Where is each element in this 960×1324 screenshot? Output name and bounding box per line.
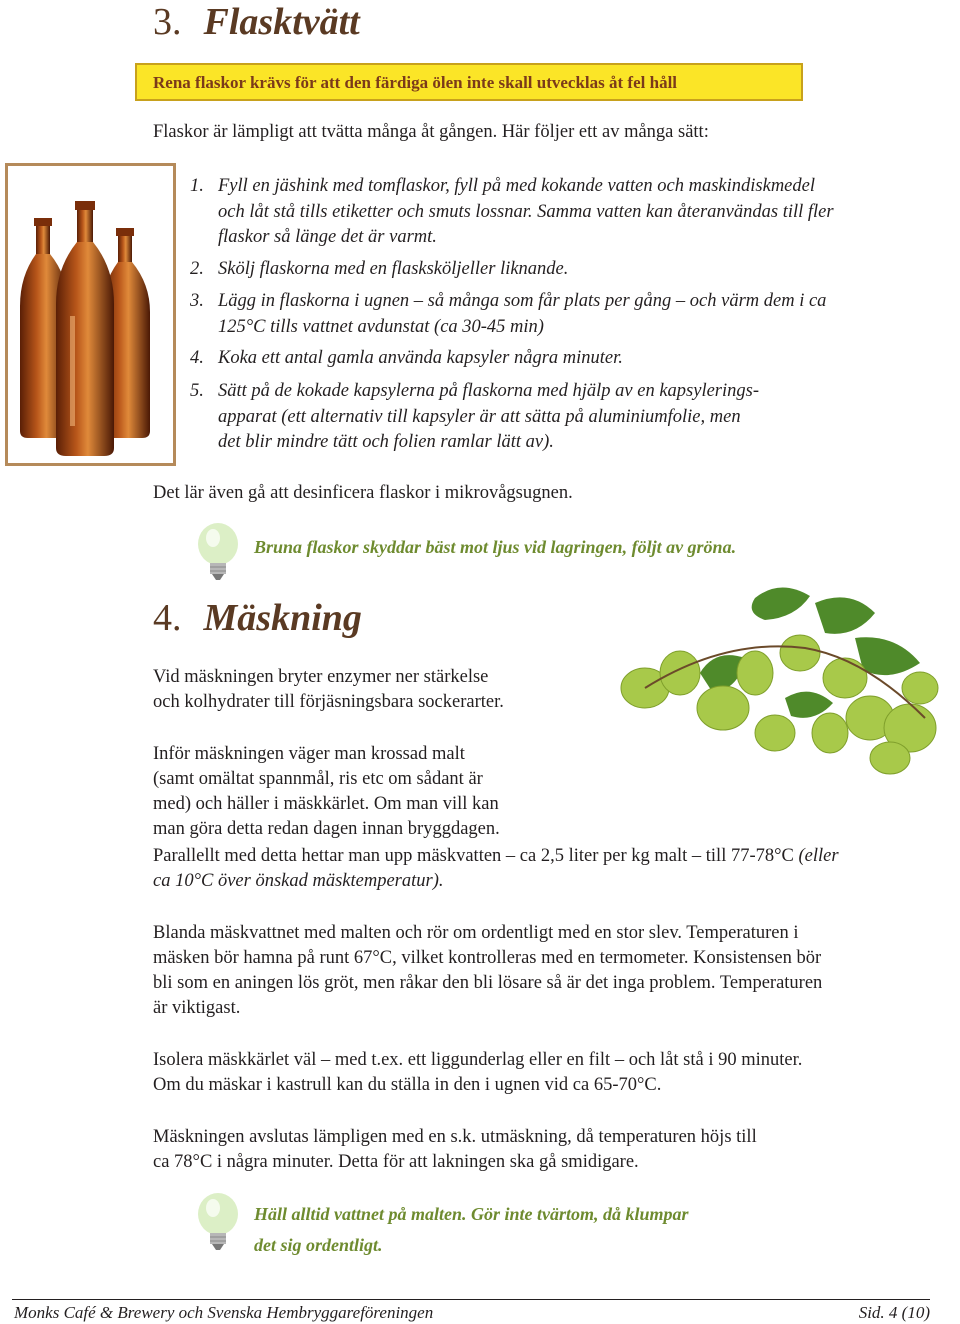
footer-divider [12, 1299, 930, 1300]
text-line: Vid mäskningen bryter enzymer ner stärkelse [153, 667, 489, 687]
page-number: Sid. 4 (10) [858, 1303, 930, 1322]
text-line: och kolhydrater till förjäsningsbara sockerarter. [153, 692, 504, 712]
text-line: Mäskningen avslutas lämpligen med en s.k. utmäskning, då temperaturen höjs till [153, 1127, 757, 1147]
paragraph-4 [153, 1048, 928, 1098]
highlight-text: Rena flaskor krävs för att den färdiga ölen inte skall utvecklas åt fel håll [153, 73, 678, 92]
step-line: Lägg in flaskorna i ugnen – så många som får plats per gång – och värm dem i ca [218, 291, 827, 311]
text-segment: Parallellt med detta hettar man upp mäskvatten – ca 2,5 liter per kg malt – till 77-78°C [153, 846, 799, 866]
tip-text [254, 1199, 689, 1261]
section-number: 3. [153, 1, 182, 43]
text-line: man göra detta redan dagen innan bryggdagen. [153, 819, 500, 839]
text-line-italic: ca 10°C över önskad mäsktemperatur). [153, 871, 444, 891]
lightbulb-icon [193, 1190, 243, 1254]
text-line: med) och häller i mäskkärlet. Om man vill kan [153, 794, 499, 814]
step-line: det blir mindre tätt och folien ramlar lätt av). [218, 432, 554, 452]
section-3-heading [153, 0, 360, 44]
paragraph-2 [153, 742, 555, 842]
lightbulb-icon [193, 520, 243, 584]
text-line: är viktigast. [153, 998, 241, 1018]
highlight-box [135, 63, 803, 101]
section-number: 4. [153, 597, 182, 639]
text-line: Blanda mäskvattnet med malten och rör om ordentligt med en stor slev. Temperaturen i [153, 923, 799, 943]
hops-image [605, 578, 950, 788]
text-line: (samt omältat spannmål, ris etc om sådant är [153, 769, 483, 789]
step-number: 1. [190, 176, 204, 196]
step-number: 4. [190, 348, 204, 368]
paragraph-1 [153, 665, 555, 715]
text-line: bli som en aningen lös gröt, men råkar den bli lösare så är det inga problem. Temperaturen [153, 973, 823, 993]
step-line: apparat (ett alternativ till kapsyler är att sätta på aluminiumfolie, men [218, 406, 741, 427]
paragraph-2b [153, 844, 933, 894]
tip-text: Bruna flaskor skyddar bäst mot ljus vid lagringen, följt av gröna. [254, 537, 737, 557]
step-line: Koka ett antal gamla använda kapsyler några minuter. [218, 348, 623, 368]
tip-line: Häll alltid vattnet på malten. Gör inte tvärtom, då klumpar [254, 1204, 689, 1224]
section-title: Flasktvätt [203, 1, 360, 43]
step-line: och låt stå tills etiketter och smuts lossnar. Samma vatten kan återanvändas till fler [218, 201, 834, 222]
beer-bottles-image [5, 163, 176, 466]
step-line: 125°C tills vattnet avdunstat (ca 30-45 min) [218, 316, 544, 337]
step-line: Fyll en jäshink med tomflaskor, fyll på med kokande vatten och maskindiskmedel [218, 176, 815, 196]
section-title: Mäskning [203, 597, 362, 639]
text-segment-italic: (eller [798, 846, 839, 866]
text-line: Om du mäskar i kastrull kan du ställa in den i ugnen vid ca 65-70°C. [153, 1075, 662, 1095]
step-number: 5. [190, 381, 204, 401]
step-line: Sätt på de kokade kapsylerna på flaskorna med hjälp av en kapsylerings- [218, 381, 760, 401]
tip-line: det sig ordentligt. [254, 1235, 383, 1255]
section-4-heading [153, 596, 362, 640]
intro-text: Flaskor är lämpligt att tvätta många åt gången. Här följer ett av många sätt: [153, 122, 709, 142]
step-number: 3. [190, 291, 204, 311]
footer-left: Monks Café & Brewery och Svenska Hembryggareföreningen [14, 1303, 434, 1322]
paragraph-3 [153, 921, 928, 1021]
text-line: mäsken bör hamna på runt 67°C, vilket kontrolleras med en termometer. Konsistensen bör [153, 948, 822, 968]
text-line: Inför mäskningen väger man krossad malt [153, 744, 465, 764]
text-line: Isolera mäskkärlet väl – med t.ex. ett liggunderlag eller en filt – och låt stå i 90 minuter. [153, 1050, 803, 1070]
step-line: Skölj flaskorna med en flasksköljeller liknande. [218, 259, 569, 279]
paragraph-5 [153, 1125, 928, 1175]
text-line: ca 78°C i några minuter. Detta för att lakningen ska gå smidigare. [153, 1152, 639, 1172]
step-number: 2. [190, 259, 204, 279]
step-line: flaskor så länge det är varmt. [218, 227, 437, 247]
outro-text: Det lär även gå att desinficera flaskor i mikrovågsugnen. [153, 483, 573, 503]
